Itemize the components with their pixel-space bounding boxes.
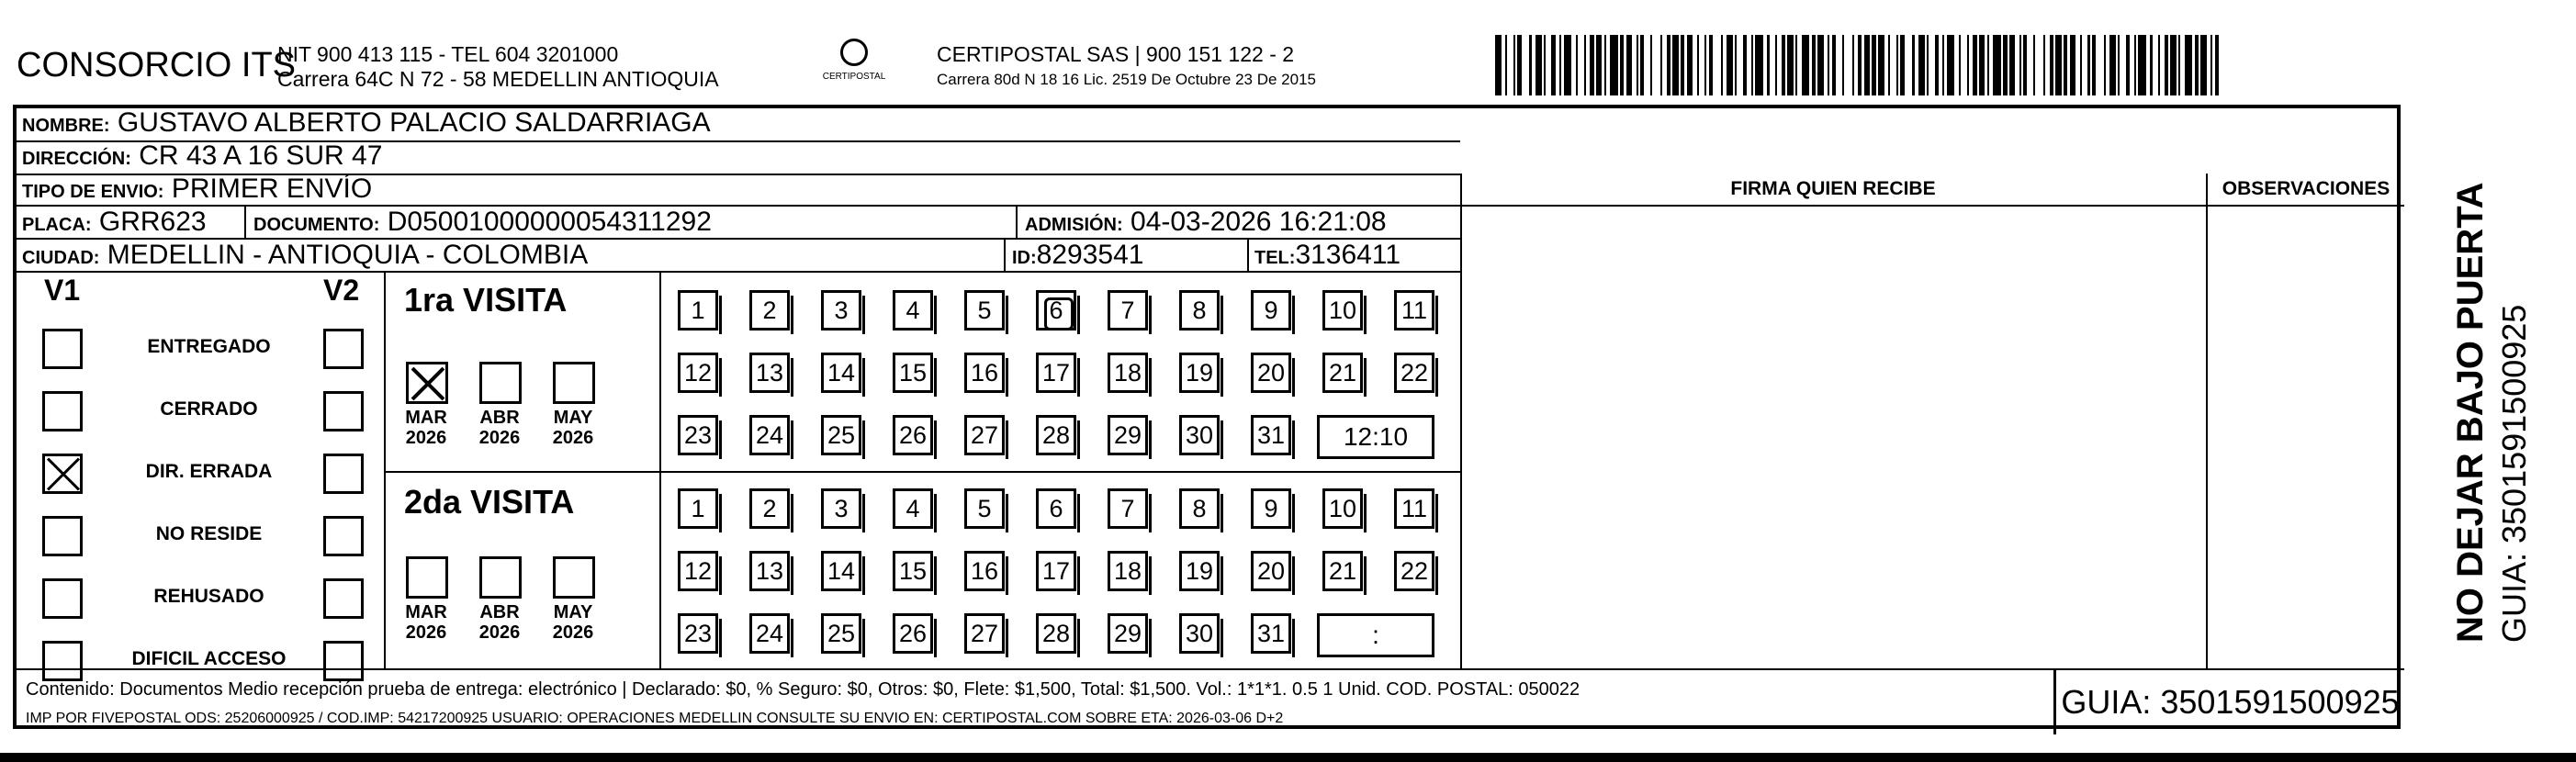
day-checkbox[interactable]: 23 xyxy=(678,415,718,455)
day-checkbox[interactable]: 10 xyxy=(1322,290,1363,331)
time-field[interactable]: : xyxy=(1317,613,1434,657)
day-checkbox[interactable]: 19 xyxy=(1179,353,1220,393)
status-label: NO RESIDE xyxy=(155,523,263,544)
company-info xyxy=(277,42,719,92)
year-label: 2026 xyxy=(405,622,447,643)
day-checkbox[interactable]: 4 xyxy=(893,488,933,529)
guia-number: GUIA: 3501591500925 xyxy=(2053,670,2404,734)
year-label: 2026 xyxy=(405,428,447,448)
delivery-form xyxy=(13,105,2401,729)
day-checkbox[interactable]: 7 xyxy=(1108,488,1148,529)
nombre-field: NOMBRE: GUSTAVO ALBERTO PALACIO SALDARRIAGA xyxy=(22,107,711,138)
day-checkbox[interactable]: 29 xyxy=(1108,613,1148,654)
day-checkbox[interactable]: 6 xyxy=(1036,488,1076,529)
day-checkbox[interactable]: 12 xyxy=(678,551,718,591)
day-checkbox[interactable]: 31 xyxy=(1251,613,1291,654)
day-checkbox[interactable]: 13 xyxy=(749,353,790,393)
day-checkbox[interactable]: 15 xyxy=(893,353,933,393)
month-checkbox[interactable] xyxy=(406,556,448,599)
day-checkbox[interactable]: 2 xyxy=(749,290,790,331)
day-checkbox[interactable]: 26 xyxy=(893,415,933,455)
tipo-value: PRIMER ENVÍO xyxy=(171,174,373,204)
v1-checkbox[interactable] xyxy=(42,454,83,494)
status-label: CERRADO xyxy=(160,398,258,420)
documento-value: D05001000000054311292 xyxy=(387,207,712,237)
day-checkbox[interactable]: 18 xyxy=(1108,551,1148,591)
v1-header: V1 xyxy=(44,274,81,307)
month-checkbox[interactable] xyxy=(479,556,522,599)
v1-checkbox[interactable] xyxy=(42,578,83,619)
day-checkbox[interactable]: 25 xyxy=(821,415,861,455)
id-value: 8293541 xyxy=(1036,240,1144,270)
status-label: ENTREGADO xyxy=(147,336,271,357)
courier-line: CERTIPOSTAL SAS | 900 151 122 - 2 xyxy=(937,42,1295,66)
company-name: CONSORCIO ITS xyxy=(17,46,297,84)
month-label: ABR xyxy=(479,408,520,428)
v2-checkbox[interactable] xyxy=(323,641,364,681)
nit-line: NIT 900 413 115 - TEL 604 3201000 xyxy=(277,42,619,66)
nombre-value: GUSTAVO ALBERTO PALACIO SALDARRIAGA xyxy=(117,107,711,138)
day-checkbox[interactable]: 11 xyxy=(1394,488,1434,529)
v1-checkbox[interactable] xyxy=(42,391,83,431)
day-checkbox[interactable]: 24 xyxy=(749,415,790,455)
day-checkbox[interactable]: 12 xyxy=(678,353,718,393)
footer-print-info: IMP POR FIVEPOSTAL ODS: 25206000925 / COD.IMP: 54217200925 USUARIO: OPERACIONES MEDELLIN CONSULTE SU ENVIO EN: CERTIPOSTAL.COM SOBRE ETA: 2026-03-06 D+2 xyxy=(26,711,1284,726)
day-checkbox[interactable]: 29 xyxy=(1108,415,1148,455)
day-checkbox[interactable]: 3 xyxy=(821,488,861,529)
day-checkbox[interactable]: 14 xyxy=(821,353,861,393)
day-checkbox[interactable]: 1 xyxy=(678,488,718,529)
day-checkbox[interactable]: 3 xyxy=(821,290,861,331)
day-checkbox[interactable]: 5 xyxy=(964,488,1005,529)
month-label: ABR xyxy=(479,602,520,622)
ciudad-value: MEDELLIN - ANTIOQUIA - COLOMBIA xyxy=(107,240,589,270)
status-label: REHUSADO xyxy=(153,586,264,607)
day-checkbox[interactable]: 22 xyxy=(1394,353,1434,393)
day-checkbox[interactable]: 14 xyxy=(821,551,861,591)
day-checkbox[interactable]: 6 xyxy=(1036,290,1076,331)
day-checkbox[interactable]: 28 xyxy=(1036,415,1076,455)
day-checkbox[interactable]: 16 xyxy=(964,353,1005,393)
documento-field: DOCUMENTO: D05001000000054311292 xyxy=(253,207,712,237)
day-checkbox[interactable]: 26 xyxy=(893,613,933,654)
day-checkbox[interactable]: 17 xyxy=(1036,353,1076,393)
day-checkbox[interactable]: 23 xyxy=(678,613,718,654)
day-checkbox[interactable]: 8 xyxy=(1179,488,1220,529)
day-checkbox[interactable]: 8 xyxy=(1179,290,1220,331)
month-label: MAR xyxy=(405,602,447,622)
status-label: DIR. ERRADA xyxy=(145,461,273,482)
v2-checkbox[interactable] xyxy=(323,454,364,494)
month-checkbox[interactable] xyxy=(553,362,595,404)
v2-header: V2 xyxy=(323,274,360,307)
ciudad-field: CIUDAD: MEDELLIN - ANTIOQUIA - COLOMBIA xyxy=(22,240,589,270)
day-checkbox[interactable]: 17 xyxy=(1036,551,1076,591)
day-checkbox[interactable]: 15 xyxy=(893,551,933,591)
id-field: ID:8293541 xyxy=(1012,240,1144,270)
courier-license: Carrera 80d N 18 16 Lic. 2519 De Octubre 23 De 2015 xyxy=(937,71,1316,88)
day-checkbox[interactable]: 22 xyxy=(1394,551,1434,591)
day-checkbox[interactable]: 9 xyxy=(1251,488,1291,529)
observaciones-header: OBSERVACIONES xyxy=(2222,178,2390,199)
firma-header: FIRMA QUIEN RECIBE xyxy=(1730,178,1936,199)
side-notice xyxy=(2450,182,2534,643)
v2-checkbox[interactable] xyxy=(323,391,364,431)
day-checkbox[interactable]: 10 xyxy=(1322,488,1363,529)
month-checkbox[interactable] xyxy=(479,362,522,404)
v2-checkbox[interactable] xyxy=(323,329,364,369)
month-label: MAR xyxy=(405,408,447,428)
day-checkbox[interactable]: 31 xyxy=(1251,415,1291,455)
v2-checkbox[interactable] xyxy=(323,516,364,556)
day-checkbox[interactable]: 18 xyxy=(1108,353,1148,393)
direccion-value: CR 43 A 16 SUR 47 xyxy=(139,140,383,171)
tel-field: TEL:3136411 xyxy=(1254,240,1401,270)
day-checkbox[interactable]: 13 xyxy=(749,551,790,591)
day-checkbox[interactable]: 7 xyxy=(1108,290,1148,331)
status-label: DIFICIL ACCESO xyxy=(131,648,287,669)
tipo-field: TIPO DE ENVIO: PRIMER ENVÍO xyxy=(22,174,373,204)
footer-content: Contenido: Documentos Medio recepción prueba de entrega: electrónico | Declarado: $0, % Seguro: $0, Otros: $0, Flete: $1,500, Total: $1,500. Vol.: 1*1*1. 0.5 1 Unid. COD. POSTAL: 050022 xyxy=(26,679,1580,700)
day-checkbox[interactable]: 1 xyxy=(678,290,718,331)
v1-checkbox[interactable] xyxy=(42,641,83,681)
time-field[interactable]: 12:10 xyxy=(1317,415,1434,459)
address-line: Carrera 64C N 72 - 58 MEDELLIN ANTIOQUIA xyxy=(277,67,719,91)
day-checkbox[interactable]: 28 xyxy=(1036,613,1076,654)
year-label: 2026 xyxy=(552,428,594,448)
direccion-field: DIRECCIÓN: CR 43 A 16 SUR 47 xyxy=(22,140,383,171)
barcode xyxy=(1495,35,2221,95)
courier-info xyxy=(937,42,1316,92)
month-checkbox[interactable] xyxy=(553,556,595,599)
day-checkbox[interactable]: 21 xyxy=(1322,353,1363,393)
year-label: 2026 xyxy=(552,622,594,643)
signature-area[interactable] xyxy=(1462,207,2206,670)
no-dejar-notice: NO DEJAR BAJO PUERTA xyxy=(2450,182,2491,643)
observations-area[interactable] xyxy=(2208,207,2404,670)
day-checkbox[interactable]: 19 xyxy=(1179,551,1220,591)
day-checkbox[interactable]: 9 xyxy=(1251,290,1291,331)
day-checkbox[interactable]: 2 xyxy=(749,488,790,529)
month-checkbox[interactable] xyxy=(406,362,448,404)
logo-label: CERTIPOSTAL xyxy=(822,72,886,82)
day-checkbox[interactable]: 30 xyxy=(1179,415,1220,455)
year-label: 2026 xyxy=(478,428,521,448)
day-checkbox[interactable]: 21 xyxy=(1322,551,1363,591)
day-checkbox[interactable]: 20 xyxy=(1251,353,1291,393)
day-checkbox[interactable]: 25 xyxy=(821,613,861,654)
placa-field: PLACA: GRR623 xyxy=(22,207,207,237)
day-checkbox[interactable]: 4 xyxy=(893,290,933,331)
side-guia: GUIA: 3501591500925 xyxy=(2495,304,2533,643)
v2-checkbox[interactable] xyxy=(323,578,364,619)
year-label: 2026 xyxy=(478,622,521,643)
admision-value: 04-03-2026 16:21:08 xyxy=(1131,207,1387,237)
day-checkbox[interactable]: 11 xyxy=(1394,290,1434,331)
month-label: MAY xyxy=(553,602,593,622)
placa-value: GRR623 xyxy=(98,207,207,237)
visit1-title: 1ra VISITA xyxy=(404,281,568,319)
tel-value: 3136411 xyxy=(1295,240,1401,270)
day-checkbox[interactable]: 24 xyxy=(749,613,790,654)
v1-checkbox[interactable] xyxy=(42,329,83,369)
bottom-rule xyxy=(0,753,2576,762)
certipostal-logo-icon xyxy=(808,37,900,95)
day-checkbox[interactable]: 27 xyxy=(964,415,1005,455)
day-checkbox[interactable]: 20 xyxy=(1251,551,1291,591)
admision-field: ADMISIÓN: 04-03-2026 16:21:08 xyxy=(1025,207,1387,237)
day-checkbox[interactable]: 16 xyxy=(964,551,1005,591)
v1-checkbox[interactable] xyxy=(42,516,83,556)
day-checkbox[interactable]: 5 xyxy=(964,290,1005,331)
visit2-title: 2da VISITA xyxy=(404,483,575,521)
day-checkbox[interactable]: 30 xyxy=(1179,613,1220,654)
month-label: MAY xyxy=(553,408,593,428)
day-checkbox[interactable]: 27 xyxy=(964,613,1005,654)
